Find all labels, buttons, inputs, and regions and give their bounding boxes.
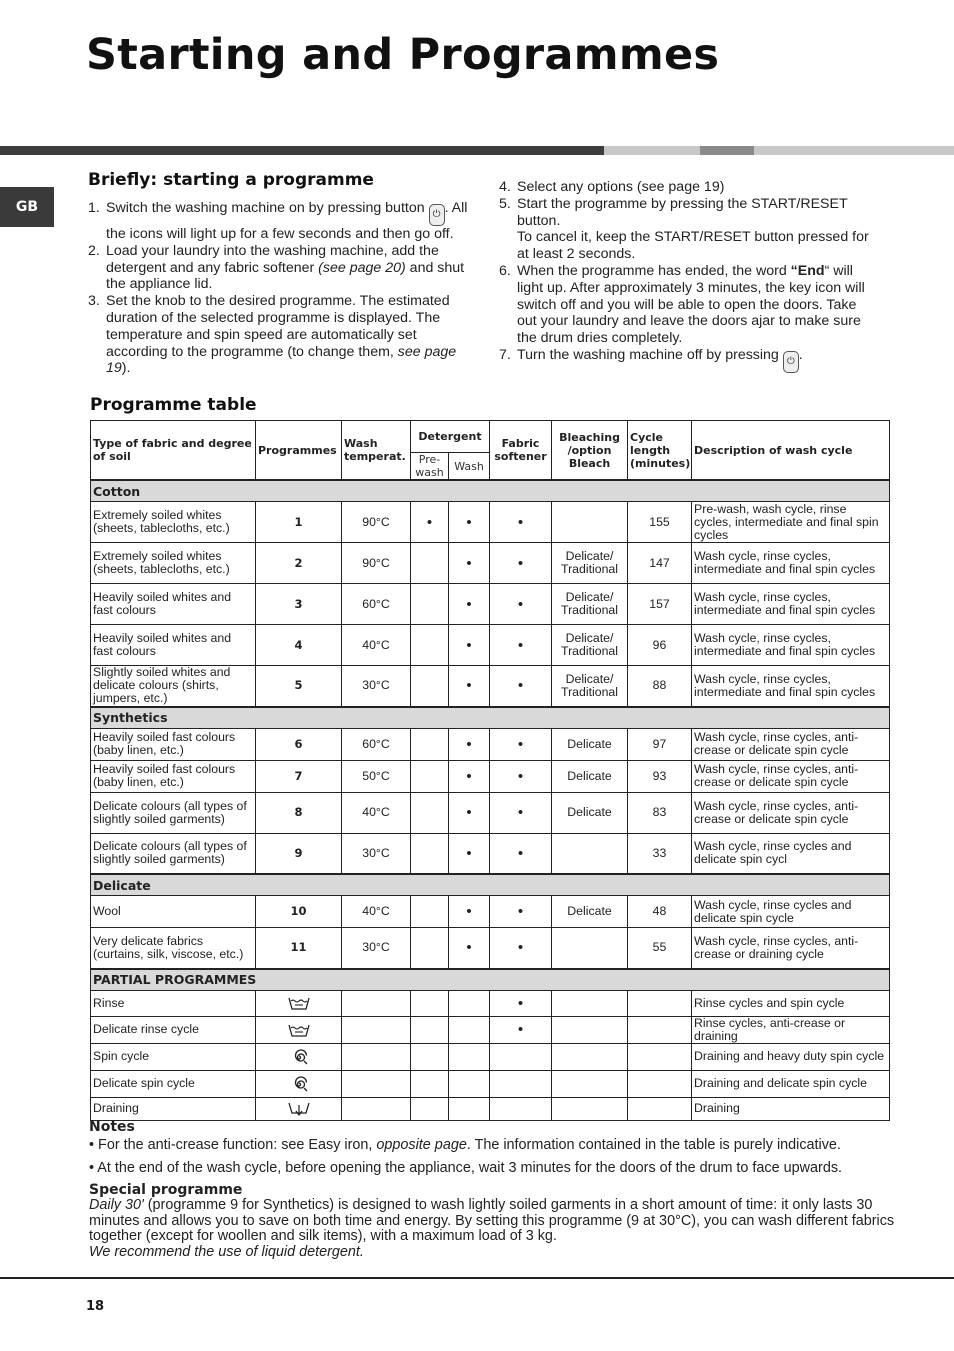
cell-wash: • [449,502,490,543]
page-title: Starting and Programmes [86,30,720,80]
cell-prewash [411,792,449,833]
cell-softener: • [490,502,552,543]
cell-wash [449,1097,490,1120]
table-row [91,1016,890,1043]
special-programme-text: Daily 30' (programme 9 for Synthetics) is designed to wash lightly soiled garments in a short amount of time: it only lasts 30 minutes and allows you to save on both time and energy. By setting this programme (9 at 30°C), you can wash different fabrics together (except for woollen and silk items), with a maximum load of 3 kg. We recommend the use of liquid detergent. [89,1197,895,1260]
notes-heading: Notes [89,1119,135,1135]
step-2: 2. Load your laundry into the washing machine, add the detergent and any fabric softener (see page 20) and shut the appliance lid. [88,242,465,293]
note-1: • For the anti-crease function: see Easy iron, opposite page. The information contained in the table is purely indicative. [89,1137,841,1153]
cell-wash [449,990,490,1016]
cell-fabric: Delicate spin cycle [91,1070,256,1097]
cell-prewash [411,728,449,760]
cell-temp: 90°C [342,543,411,584]
cell-softener: • [490,1016,552,1043]
cell-description: Draining [692,1097,890,1120]
cell-wash [449,1070,490,1097]
special-programme-heading: Special programme [89,1182,243,1198]
steps-right [499,179,877,373]
cell-fabric: Rinse [91,990,256,1016]
steps-left [88,200,472,377]
cell-length: 155 [628,502,692,543]
cell-programme: 10 [256,896,342,928]
cell-prewash [411,1016,449,1043]
cell-softener: • [490,728,552,760]
table-row [91,1043,890,1070]
note-2: • At the end of the wash cycle, before opening the appliance, wait 3 minutes for the doors of the drum to face upwards. [89,1160,843,1176]
cell-bleach [552,990,628,1016]
cell-description: Wash cycle, rinse cycles, anti-crease or draining cycle [692,928,890,969]
cell-fabric: Draining [91,1097,256,1120]
cell-wash: • [449,625,490,666]
cell-softener: • [490,990,552,1016]
cell-temp: 30°C [342,833,411,874]
rinse-icon [258,1023,339,1037]
table-row [91,502,890,543]
cell-softener [490,1043,552,1070]
step-5: 5. Start the programme by pressing the START/RESET button. To cancel it, keep the START/RESET button pressed for at least 2 seconds. [499,195,869,263]
section-title: Delicate [91,874,890,896]
rinse-icon [258,996,339,1010]
cell-softener: • [490,584,552,625]
header-bar-light [604,146,700,155]
cell-temp: 40°C [342,896,411,928]
section-header [91,707,890,729]
cell-length: 83 [628,792,692,833]
cell-programme: 5 [256,666,342,707]
cell-programme: 4 [256,625,342,666]
cell-length: 157 [628,584,692,625]
cell-description: Wash cycle, rinse cycles, anti-crease or delicate spin cycle [692,760,890,792]
cell-bleach [552,928,628,969]
briefly-heading: Briefly: starting a programme [88,170,374,190]
cell-bleach [552,833,628,874]
cell-description: Pre-wash, wash cycle, rinse cycles, intermediate and final spin cycles [692,502,890,543]
step-1: 1. Switch the washing machine on by pressing button ⏻ . All the icons will light up for a few seconds and then go off. [88,200,468,242]
cell-fabric: Spin cycle [91,1043,256,1070]
cell-wash: • [449,896,490,928]
section-header [91,480,890,502]
cell-description: Wash cycle, rinse cycles, anti-crease or delicate spin cycle [692,792,890,833]
cell-wash: • [449,792,490,833]
cell-description: Wash cycle, rinse cycles, intermediate and final spin cycles [692,666,890,707]
cell-length [628,1097,692,1120]
spin-icon [258,1048,339,1066]
cell-wash: • [449,760,490,792]
cell-wash: • [449,728,490,760]
header-bleach: Bleaching /option Bleach [552,421,628,481]
cell-wash: • [449,584,490,625]
cell-prewash [411,1043,449,1070]
cell-bleach [552,1016,628,1043]
cell-length: 96 [628,625,692,666]
table-row [91,1097,890,1120]
cell-prewash [411,1070,449,1097]
cell-softener: • [490,625,552,666]
cell-fabric: Very delicate fabrics (curtains, silk, viscose, etc.) [91,928,256,969]
cell-length: 88 [628,666,692,707]
header-prewash: Pre-wash [411,453,449,481]
section-title: Synthetics [91,707,890,729]
cell-wash: • [449,833,490,874]
cell-bleach: Delicate/ Traditional [552,666,628,707]
cell-softener [490,1070,552,1097]
cell-fabric: Slightly soiled whites and delicate colours (shirts, jumpers, etc.) [91,666,256,707]
cell-temp [342,1097,411,1120]
cell-softener: • [490,792,552,833]
header-bar-dark [0,146,604,155]
cell-description: Draining and delicate spin cycle [692,1070,890,1097]
cell-programme [256,1070,342,1097]
spin-icon [258,1075,339,1093]
cell-softener: • [490,833,552,874]
table-row [91,584,890,625]
table-row [91,928,890,969]
cell-fabric: Heavily soiled fast colours (baby linen, etc.) [91,760,256,792]
cell-fabric: Wool [91,896,256,928]
header-detergent: Detergent [411,421,490,453]
cell-wash [449,1043,490,1070]
cell-temp: 40°C [342,625,411,666]
cell-fabric: Heavily soiled fast colours (baby linen, etc.) [91,728,256,760]
header-wash: Wash [449,453,490,481]
cell-programme [256,1016,342,1043]
cell-bleach: Delicate [552,896,628,928]
header-cycle-length: Cycle length (minutes) [628,421,692,481]
cell-description: Wash cycle, rinse cycles and delicate spin cycl [692,833,890,874]
cell-length: 55 [628,928,692,969]
header-description: Description of wash cycle [692,421,890,481]
cell-prewash [411,625,449,666]
cell-programme: 6 [256,728,342,760]
cell-temp: 30°C [342,666,411,707]
cell-fabric: Extremely soiled whites (sheets, tablecloths, etc.) [91,502,256,543]
cell-length: 147 [628,543,692,584]
cell-description: Rinse cycles, anti-crease or draining [692,1016,890,1043]
cell-programme [256,1097,342,1120]
header-programmes: Programmes [256,421,342,481]
cell-temp: 90°C [342,502,411,543]
table-row [91,728,890,760]
cell-description: Wash cycle, rinse cycles and delicate spin cycle [692,896,890,928]
cell-softener [490,1097,552,1120]
cell-bleach: Delicate/ Traditional [552,584,628,625]
cell-temp: 60°C [342,584,411,625]
table-row [91,990,890,1016]
footer-rule [0,1277,954,1279]
cell-programme: 11 [256,928,342,969]
table-row [91,896,890,928]
cell-bleach [552,1043,628,1070]
header-temp: Wash temperat. [342,421,411,481]
cell-length [628,990,692,1016]
cell-length [628,1070,692,1097]
cell-bleach: Delicate/ Traditional [552,625,628,666]
cell-description: Draining and heavy duty spin cycle [692,1043,890,1070]
cell-prewash [411,1097,449,1120]
table-row [91,666,890,707]
cell-bleach: Delicate [552,728,628,760]
table-row [91,760,890,792]
cell-programme: 3 [256,584,342,625]
cell-programme: 7 [256,760,342,792]
table-row [91,1070,890,1097]
cell-length: 48 [628,896,692,928]
cell-description: Wash cycle, rinse cycles, intermediate and final spin cycles [692,625,890,666]
cell-temp [342,990,411,1016]
cell-softener: • [490,543,552,584]
cell-prewash [411,760,449,792]
notes-section [89,1119,899,1260]
cell-wash: • [449,928,490,969]
cell-description: Wash cycle, rinse cycles, anti-crease or delicate spin cycle [692,728,890,760]
cell-programme: 2 [256,543,342,584]
cell-fabric: Heavily soiled whites and fast colours [91,584,256,625]
header-fabric: Type of fabric and degree of soil [91,421,256,481]
cell-softener: • [490,760,552,792]
language-tab-label: GB [15,199,39,215]
cell-programme: 8 [256,792,342,833]
header-bar-light-end [754,146,954,155]
cell-fabric: Delicate rinse cycle [91,1016,256,1043]
cell-bleach [552,502,628,543]
cell-prewash [411,666,449,707]
page-number: 18 [86,1299,105,1314]
cell-prewash [411,896,449,928]
table-row [91,543,890,584]
cell-programme: 9 [256,833,342,874]
section-header [91,969,890,991]
cell-prewash [411,928,449,969]
cell-length: 93 [628,760,692,792]
cell-temp [342,1016,411,1043]
cell-prewash: • [411,502,449,543]
cell-bleach [552,1097,628,1120]
step-7: 7. Turn the washing machine off by pressing ⏻ . [499,347,877,373]
programme-table [90,420,890,1121]
cell-temp: 50°C [342,760,411,792]
step-6: 6. When the programme has ended, the word “End“ will light up. After approximately 3 minutes, the key icon will switch off and you will be able to open the doors. Take out your laundry and leave the doors ajar to make sure the drum dries completely. [499,262,865,347]
cell-temp: 30°C [342,928,411,969]
header-bar-mid [700,146,754,155]
step-3: 3. Set the knob to the desired programme. The estimated duration of the selected programme is displayed. The temperature and spin speed are automatically set according to the programme (to change them, see page 19). [88,293,457,377]
cell-prewash [411,543,449,584]
cell-programme: 1 [256,502,342,543]
cell-wash [449,1016,490,1043]
header-softener: Fabric softener [490,421,552,481]
language-tab [0,187,54,227]
cell-bleach: Delicate/ Traditional [552,543,628,584]
programme-table-heading: Programme table [90,395,257,415]
cell-temp [342,1043,411,1070]
cell-description: Wash cycle, rinse cycles, intermediate and final spin cycles [692,584,890,625]
table-row [91,625,890,666]
drain-icon [258,1101,339,1117]
cell-prewash [411,584,449,625]
cell-programme [256,1043,342,1070]
cell-prewash [411,990,449,1016]
cell-bleach: Delicate [552,792,628,833]
cell-length: 97 [628,728,692,760]
cell-length [628,1043,692,1070]
cell-wash: • [449,666,490,707]
cell-fabric: Extremely soiled whites (sheets, tablecloths, etc.) [91,543,256,584]
cell-prewash [411,833,449,874]
power-button-icon: ⏻ [429,204,445,226]
cell-temp: 40°C [342,792,411,833]
section-title: PARTIAL PROGRAMMES [91,969,890,991]
cell-description: Rinse cycles and spin cycle [692,990,890,1016]
cell-bleach: Delicate [552,760,628,792]
cell-softener: • [490,928,552,969]
table-row [91,792,890,833]
cell-length [628,1016,692,1043]
cell-description: Wash cycle, rinse cycles, intermediate and final spin cycles [692,543,890,584]
power-button-icon: ⏻ [783,351,799,373]
cell-softener: • [490,666,552,707]
cell-fabric: Heavily soiled whites and fast colours [91,625,256,666]
cell-programme [256,990,342,1016]
cell-fabric: Delicate colours (all types of slightly soiled garments) [91,792,256,833]
cell-temp [342,1070,411,1097]
cell-wash: • [449,543,490,584]
cell-softener: • [490,896,552,928]
cell-length: 33 [628,833,692,874]
cell-fabric: Delicate colours (all types of slightly soiled garments) [91,833,256,874]
cell-temp: 60°C [342,728,411,760]
section-title: Cotton [91,480,890,502]
table-row [91,833,890,874]
section-header [91,874,890,896]
cell-bleach [552,1070,628,1097]
step-4: 4. Select any options (see page 19) [499,179,725,195]
